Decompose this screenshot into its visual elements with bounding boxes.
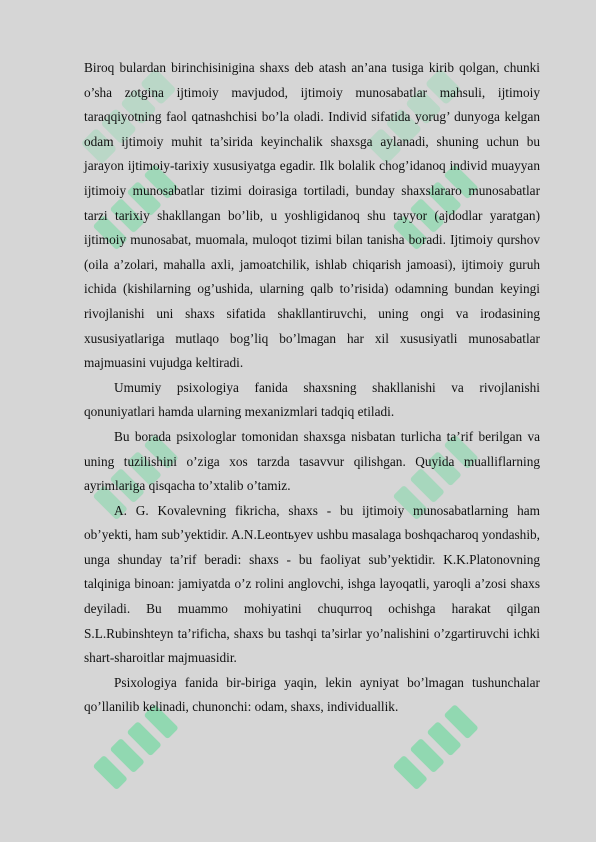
paragraph: Psixologiya fanida bir-biriga yaqin, lekin ayniyat bo’lmagan tushunchalar qo’llanilib kelinadi, chunonchi: odam, shaxs, individuallik. (84, 674, 540, 715)
paragraph: A. G. Kovalevning fikricha, shaxs - bu ijtimoiy munosabatlarning ham ob’yekti, ham sub’yektidir. A.N.Leontьyev ushbu masalaga boshqacharoq yondashib, unga shunday ta’rif beradi: shaxs - bu faoliyat sub’yektidir. K.K.Platonovning talqiniga binoan: jamiyatda o’z rolini anglovchi, ishga layoqatli, yaroqli a’zosi shaxs deyiladi. Bu muammo mohiyatini chuqurroq ochishga harakat qilgan S.L.Rubinshteyn ta’rificha, shaxs bu tashqi ta’sirlar yo’nalishini o’zgartiruvchi ichki shart-sharoitlar majmuasidir. (84, 502, 540, 666)
paragraph: Bu borada psixologlar tomonidan shaxsga nisbatan turlicha ta’rif berilgan va uning tuzilishini o’ziga xos tarzda tasavvur qilishgan. Quyida mualliflarning ayrimlariga qisqacha to’xtalib o’tamiz. (84, 428, 540, 494)
document-body (84, 56, 540, 720)
paragraph: Biroq bulardan birinchisinigina shaxs deb atash an’ana tusiga kirib qolgan, chunki o’sha zotgina ijtimoiy mavjudod, ijtimoiy munosabatlar mahsuli, ijtimoiy taraqqiyotning faol qatnashchisi bo’la oladi. Individ sifatida yorug’ dunyoga kelgan odam ijtimoiy muhit ta’sirida keyinchalik shaxsga aylanadi, shuning uchun bu jarayon ijtimoiy-tarixiy xususiyatga egadir. Ilk bolalik chog’idanoq individ muayyan ijtimoiy munosabatlar tizimi doirasiga tortiladi, bunday shaxslararo munosabatlar tarzi tarixiy shakllangan bo’lib, u yoshligidanoq shu tayyor (ajdodlar yaratgan) ijtimoiy munosabat, muomala, muloqot tizimi bilan tanisha boradi. Ijtimoiy qurshov (oila a’zolari, mahalla axli, jamoatchilik, ishlab chiqarish jamoasi), ijtimoiy guruh ichida (kishilarning og’ushida, ularning qalb to’risida) odamning bundan keyingi rivojlanishi uni shaxs sifatida shakllantiruvchi, uning ongi va irodasining xususiyatlariga mutlaqo bog’liq bo’lmagan har xil xususiyatli munosabatlar majmuasini vujudga keltiradi. (84, 60, 540, 371)
paragraph: Umumiy psixologiya fanida shaxsning shakllanishi va rivojlanishi qonuniyatlari hamda ularning mexanizmlari tadqiq etiladi. (84, 379, 540, 420)
